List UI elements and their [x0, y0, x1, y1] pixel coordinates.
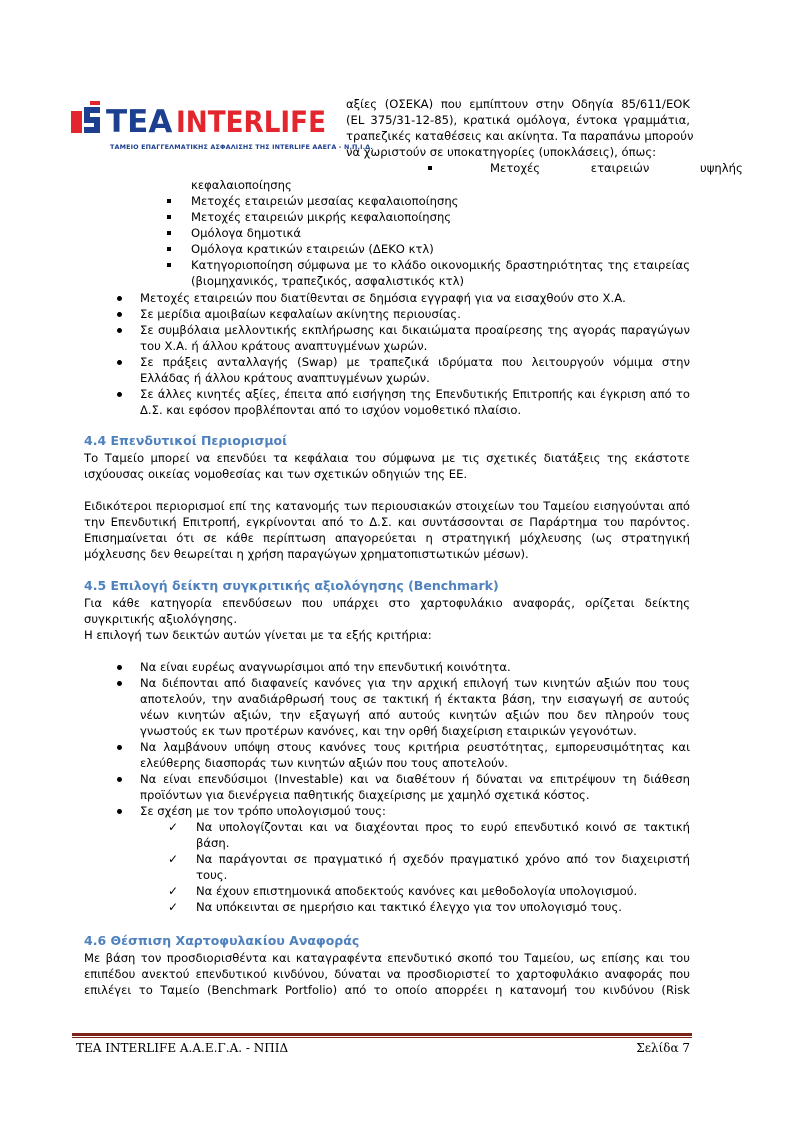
checkmark-icon: ✓: [168, 900, 179, 914]
section-heading: 4.4 Επενδυτικοί Περιορισμοί: [84, 433, 287, 448]
bullet-icon: [117, 809, 122, 814]
bullet-icon: [117, 360, 122, 365]
company-logo: [70, 96, 373, 158]
square-bullet-icon: [167, 231, 171, 235]
list-item: Σε μερίδια αμοιβαίων κεφαλαίων ακίνητης περιουσίας.: [112, 306, 690, 322]
list-item: Μετοχές εταιρειών που διατίθενται σε δημόσια εγγραφή για να εισαχθούν στο Χ.Α.: [112, 290, 690, 306]
list-item: Σε σχέση με τον τρόπο υπολογισμού τους:: [112, 803, 690, 819]
footer-company: TEA INTERLIFE Α.Α.Ε.Γ.Α. - ΝΠΙΔ: [76, 1041, 289, 1055]
list-item: Σε συμβόλαια μελλοντικής εκπλήρωσης και δικαιώματα προαίρεσης της αγοράς παραγώγων του Χ.Α. ή άλλου κράτους αναπτυγμένων χωρών.: [112, 322, 690, 354]
tea-interlife-logo-icon: [70, 99, 328, 139]
intro-line-4: να χωριστούν σε υποκατηγορίες (υποκλάσεις), όπως:: [346, 145, 657, 159]
bullet-icon: [117, 681, 122, 686]
paragraph: Με βάση τον προσδιορισθέντα και καταγραφέντα επενδυτικό σκοπό του Ταμείου, ως επίσης και του επιπέδου ανεκτού επενδυτικού κινδύνου, δύναται να προσδιοριστεί το χαρτοφυλάκιο αναφοράς που επιλέγει το Ταμείο (Benchmark Portfolio) από το οποίο απορρέει η κατανομή του κινδύνου (Risk: [84, 951, 690, 998]
paragraph: Ειδικότεροι περιορισμοί επί της κατανομής των περιουσιακών στοιχείων του Ταμείου εισηγούνται από την Επενδυτική Επιτροπή, εγκρίνονται από το Δ.Σ. και συντάσσονται σε Παράρτημα του παρόντος. Επισημαίνεται ότι σε κάθε περίπτωση απαγορεύεται η στρατηγική μόχλευσης (ως στρατηγική μόχλευσης δεν θεωρείται η χρήση παραγώγων χρηματοπιστωτικών μέσων).: [84, 499, 690, 562]
section-heading: 4.6 Θέσπιση Χαρτοφυλακίου Αναφοράς: [84, 933, 360, 948]
list-item: Σε πράξεις ανταλλαγής (Swap) με τραπεζικά ιδρύματα που λειτουργούν νόμιμα στην Ελλάδας ή άλλου κράτους αναπτυγμένων χωρών.: [112, 354, 690, 386]
sub-item: Μετοχές εταιρειών μικρής κεφαλαιοποίησης: [163, 209, 690, 225]
check-item: ✓ Να έχουν επιστημονικά αποδεκτούς κανόνες και μεθοδολογία υπολογισμού.: [168, 884, 638, 898]
intro-line-2: (EL 375/31-12-85), κρατικά ομόλογα, έντοκα γραμμάτια,: [346, 113, 690, 127]
check-item: ✓ Να υπολογίζονται και να διαχέονται προς το ευρύ επενδυτικό κοινό σε τακτική βάση.: [168, 820, 690, 851]
bullet-icon: [117, 328, 122, 333]
square-bullet-icon: [167, 247, 171, 251]
square-bullet-icon: [167, 263, 171, 267]
paragraph: Το Ταμείο μπορεί να επενδύει τα κεφάλαια του σύμφωνα με τις σχετικές διατάξεις της εκάστοτε ισχύουσας οικείας νομοθεσίας και των σχετικών οδηγιών της ΕΕ.: [84, 451, 690, 482]
bullet-icon: [117, 777, 122, 782]
bullet-icon: [117, 665, 122, 670]
bullet-icon: [117, 392, 122, 397]
sub-item: Ομόλογα δημοτικά: [163, 225, 690, 241]
list-item: Σε άλλες κινητές αξίες, έπειτα από εισήγηση της Επενδυτικής Επιτροπής και έγκριση από το Δ.Σ. και εφόσον προβλέπονται από το ισχύον νομοθετικό πλαίσιο.: [112, 386, 690, 418]
check-item: ✓ Να υπόκεινται σε ημερήσιο και τακτικό έλεγχο για τον υπολογισμό τους.: [168, 900, 622, 914]
square-bullet-icon: [167, 199, 171, 203]
page-number: Σελίδα 7: [636, 1041, 690, 1055]
list-item: Να λαμβάνουν υπόψη στους κανόνες τους κριτήρια ρευστότητας, εμπορευσιμότητας και ελεύθερης διασποράς των κινητών αξιών που τους αποτελούν.: [112, 739, 690, 771]
paragraph: Για κάθε κατηγορία επενδύσεων που υπάρχει στο χαρτοφυλάκιο αναφοράς, ορίζεται δείκτης συγκριτικής αξιολόγησης.: [84, 596, 690, 627]
footer-rule: [72, 1033, 692, 1036]
bullet-icon: [117, 296, 122, 301]
section-heading: 4.5 Επιλογή δείκτη συγκριτικής αξιολόγησης (Benchmark): [84, 578, 499, 593]
checkmark-icon: ✓: [168, 884, 179, 898]
list-item: Να διέπονται από διαφανείς κανόνες για την αρχική επιλογή των κινητών αξιών που τους αποτελούν, την αναδιάρθρωσή τους σε τακτική ή έκτακτα βάση, την εισαγωγή σε αυτούς νέων κινητών αξιών, την εξαγωγή από αυτούς κινητών αξιών που δεν πληρούν τους γνωστούς εκ των προτέρων κανόνες, και την ορθή διαχείριση εταιρικών γεγονότων.: [112, 675, 690, 739]
sub-item: Μετοχές εταιρειών μεσαίας κεφαλαιοποίησης: [163, 193, 690, 209]
first-sub-item-b: κεφαλαιοποίησης: [191, 178, 292, 192]
bullet-icon: [117, 745, 122, 750]
checkmark-icon: ✓: [168, 852, 179, 866]
footer-rule-thin: [72, 1037, 692, 1038]
sub-item: Ομόλογα κρατικών εταιρειών (ΔΕΚΟ κτλ): [163, 241, 690, 257]
first-sub-item-text: Μετοχές εταιρειών υψηλής: [490, 161, 743, 175]
check-item: ✓ Να παράγονται σε πραγματικό ή σχεδόν πραγματικό χρόνο από τον διαχειριστή τους.: [168, 852, 690, 883]
logo-tagline: ΤΑΜΕΙΟ ΕΠΑΓΓΕΛΜΑΤΙΚΗΣ ΑΣΦΑΛΙΣΗΣ ΤΗΣ INTERLIFE ΑΑΕΓΑ - Ν.Π.Ι.Δ.: [110, 143, 373, 151]
square-bullet-icon: [167, 215, 171, 219]
list-item: Να είναι ευρέως αναγνωρίσιμοι από την επενδυτική κοινότητα.: [112, 659, 690, 675]
square-bullet-icon: [428, 166, 432, 170]
first-sub-item-a: [490, 160, 743, 176]
checkmark-icon: ✓: [168, 820, 179, 834]
bullet-icon: [117, 312, 122, 317]
svg-text:INTERLIFE: INTERLIFE: [176, 105, 326, 139]
intro-line-1: αξίες (ΟΣΕΚΑ) που εμπίπτουν στην Οδηγία 85/611/ΕΟΚ: [346, 97, 690, 111]
intro-line-3: τραπεζικές καταθέσεις και ακίνητα. Τα παραπάνω μπορούν: [346, 129, 694, 143]
list-item: Να είναι επενδύσιμοι (Investable) και να διαθέτουν ή δύναται να επιτρέψουν τη διάθεση προϊόντων για διενέργεια παθητικής διαχείρισης με χαμηλό σχετικά κόστος.: [112, 771, 690, 803]
paragraph: Η επιλογή των δεικτών αυτών γίνεται με τα εξής κριτήρια:: [84, 628, 432, 642]
svg-text:TEA: TEA: [106, 104, 173, 139]
sub-item: Κατηγοριοποίηση σύμφωνα με το κλάδο οικονομικής δραστηριότητας της εταιρείας (βιομηχανικός, τραπεζικός, ασφαλιστικός κτλ): [163, 257, 690, 289]
